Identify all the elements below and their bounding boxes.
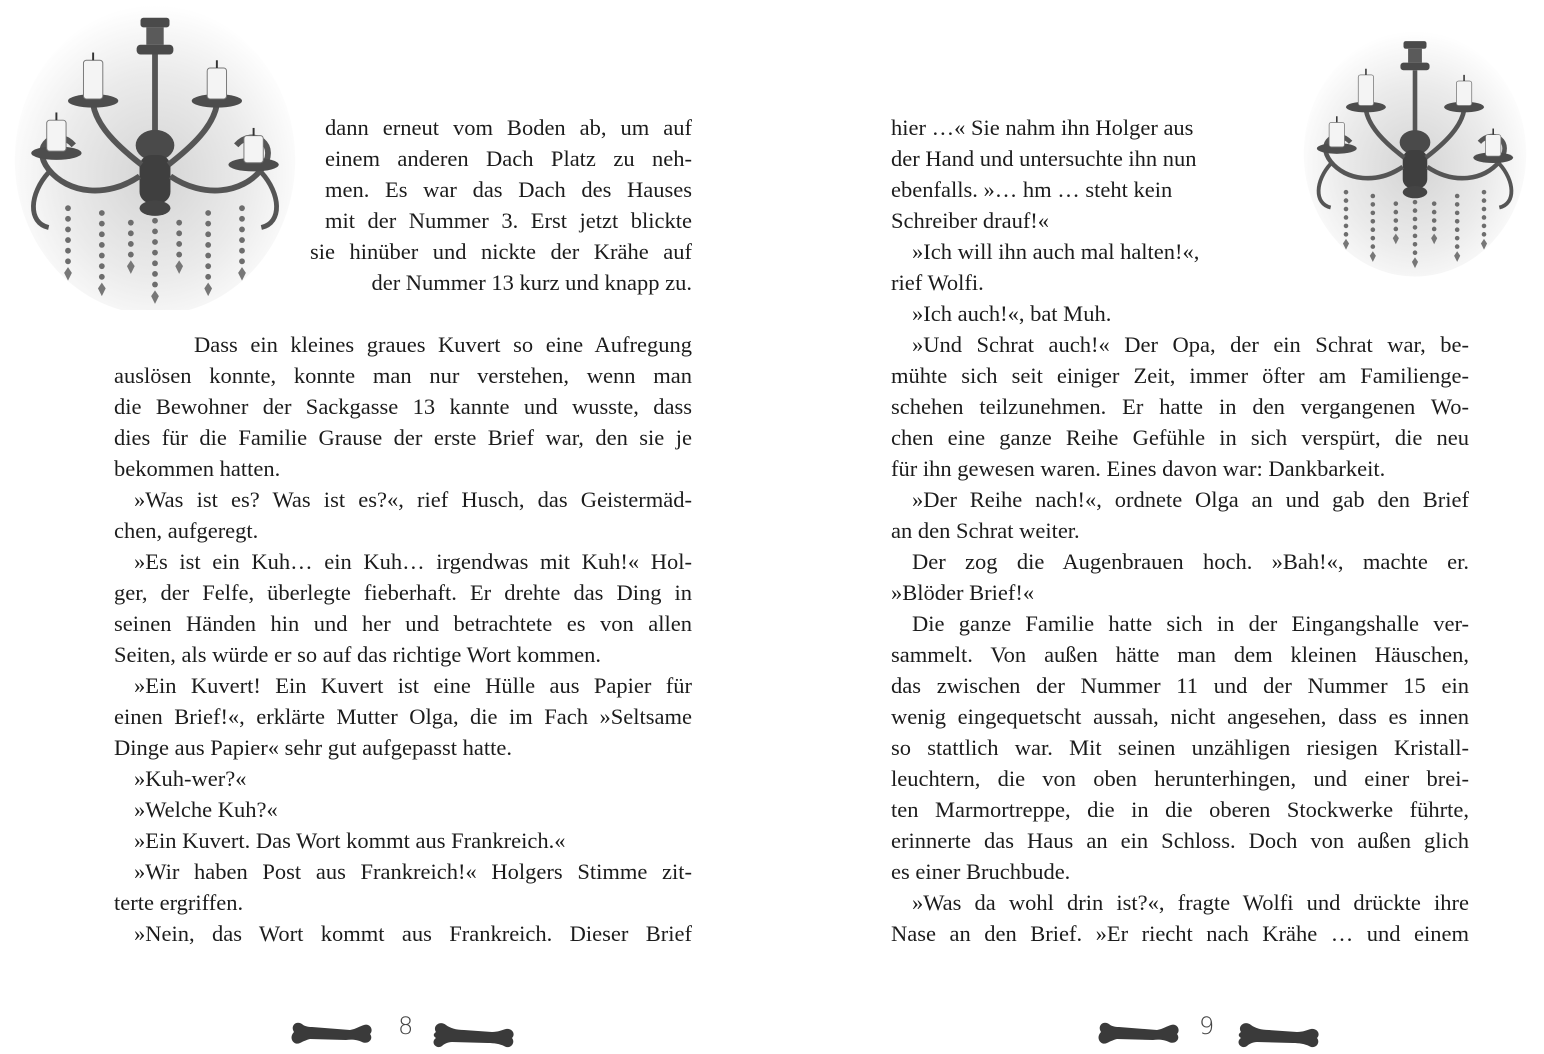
- right-page: [772, 0, 1544, 1054]
- text-line: Dass ein kleines graues Kuvert so eine Aufregung: [194, 332, 692, 357]
- text-line: für ihn gewesen waren. Eines davon war: Dankbarkeit.: [891, 456, 1386, 481]
- text-line: Die ganze Familie hatte sich in der Eingangshalle ver-: [912, 611, 1469, 636]
- text-line: auslösen konnte, konnte man nur verstehen, wenn man: [114, 363, 692, 388]
- text-line: Der zog die Augenbrauen hoch. »Bah!«, machte er.: [912, 549, 1469, 574]
- text-line: so stattlich war. Mit seinen unzähligen riesigen Kristall-: [891, 735, 1469, 760]
- text-line: mit der Nummer 3. Erst jetzt blickte: [325, 208, 692, 233]
- text-line: wenig eingequetscht aussah, nicht angesehen, dass es innen: [891, 704, 1469, 729]
- text-line: der Hand und untersuchte ihn nun: [891, 146, 1197, 171]
- text-line: men. Es war das Dach des Hauses: [325, 177, 692, 202]
- text-line: einen Brief!«, erklärte Mutter Olga, die im Fach »Seltsame: [114, 704, 692, 729]
- text-line: sammelt. Von außen hätte man dem kleinen Häuschen,: [891, 642, 1469, 667]
- text-line: ebenfalls. »… hm … steht kein: [891, 177, 1173, 202]
- text-line: »Der Reihe nach!«, ordnete Olga an und gab den Brief: [912, 487, 1469, 512]
- text-line: mühte sich seit einiger Zeit, immer öfter am Familienge-: [891, 363, 1469, 388]
- page-number: 9: [1199, 1012, 1215, 1040]
- text-line: »Ich will ihn auch mal halten!«,: [912, 239, 1200, 264]
- text-line: seinen Händen hin und her und betrachtete es von allen: [114, 611, 692, 636]
- text-line: es einer Bruchbude.: [891, 859, 1071, 884]
- text-line: an den Schrat weiter.: [891, 518, 1080, 543]
- text-line: schehen teilzunehmen. Er hatte in den vergangenen Wo-: [891, 394, 1469, 419]
- text-line: die Bewohner der Sackgasse 13 kannte und wusste, dass: [114, 394, 692, 419]
- text-line: sie hinüber und nickte der Krähe auf: [310, 239, 692, 264]
- text-line: Schreiber drauf!«: [891, 208, 1050, 233]
- text-line: »Es ist ein Kuh… ein Kuh… irgendwas mit Kuh!« Hol-: [134, 549, 692, 574]
- text-line: »Was ist es? Was ist es?«, rief Husch, das Geistermäd-: [134, 487, 692, 512]
- text-line: einem anderen Dach Platz zu neh-: [325, 146, 692, 171]
- chandelier-illustration: [1300, 15, 1530, 285]
- text-line: »Wir haben Post aus Frankreich!« Holgers Stimme zit-: [134, 859, 692, 884]
- text-line: »Ein Kuvert. Das Wort kommt aus Frankreich.«: [134, 828, 566, 853]
- bone-ornament: [1097, 1012, 1187, 1050]
- text-line: »Kuh-wer?«: [134, 766, 247, 791]
- text-line: bekommen hatten.: [114, 456, 281, 481]
- text-line: »Und Schrat auch!« Der Opa, der ein Schrat war, be-: [912, 332, 1469, 357]
- text-line: »Nein, das Wort kommt aus Frankreich. Dieser Brief: [134, 921, 692, 946]
- text-line: leuchtern, die von oben herunterhingen, und einer brei-: [891, 766, 1469, 791]
- text-line: »Blöder Brief!«: [891, 580, 1035, 605]
- page-footer: [1097, 1004, 1317, 1054]
- bone-ornament: [1235, 1016, 1325, 1054]
- text-line: »Ich auch!«, bat Muh.: [912, 301, 1112, 326]
- bone-ornament: [430, 1016, 520, 1054]
- text-line: Seiten, als würde er so auf das richtige Wort kommen.: [114, 642, 602, 667]
- text-line: dies für die Familie Grause der erste Brief war, den sie je: [114, 425, 692, 450]
- text-line: der Nummer 13 kurz und knapp zu.: [371, 270, 692, 295]
- text-line: hier …« Sie nahm ihn Holger aus: [891, 115, 1194, 140]
- chandelier-illustration: [10, 0, 300, 310]
- text-line: »Ein Kuvert! Ein Kuvert ist eine Hülle aus Papier für: [134, 673, 692, 698]
- bone-ornament: [290, 1012, 380, 1050]
- page-number: 8: [398, 1012, 414, 1040]
- text-line: chen, aufgeregt.: [114, 518, 259, 543]
- text-line: terte ergriffen.: [114, 890, 244, 915]
- text-line: dann erneut vom Boden ab, um auf: [325, 115, 692, 140]
- text-line: ger, der Felfe, überlegte fieberhaft. Er drehte das Ding in: [114, 580, 692, 605]
- text-line: das zwischen der Nummer 11 und der Nummer 15 ein: [891, 673, 1469, 698]
- text-line: chen eine ganze Reihe Gefühle in sich verspürt, die neu: [891, 425, 1469, 450]
- text-line: Dinge aus Papier« sehr gut aufgepasst hatte.: [114, 735, 513, 760]
- text-line: erinnerte das Haus an ein Schloss. Doch von außen glich: [891, 828, 1469, 853]
- text-line: Nase an den Brief. »Er riecht nach Krähe … und einem: [891, 921, 1469, 946]
- text-line: »Welche Kuh?«: [134, 797, 278, 822]
- text-line: »Was da wohl drin ist?«, fragte Wolfi und drückte ihre: [912, 890, 1469, 915]
- page-footer: [290, 1004, 520, 1054]
- text-line: rief Wolfi.: [891, 270, 984, 295]
- text-line: ten Marmortreppe, die in die oberen Stockwerke führte,: [891, 797, 1469, 822]
